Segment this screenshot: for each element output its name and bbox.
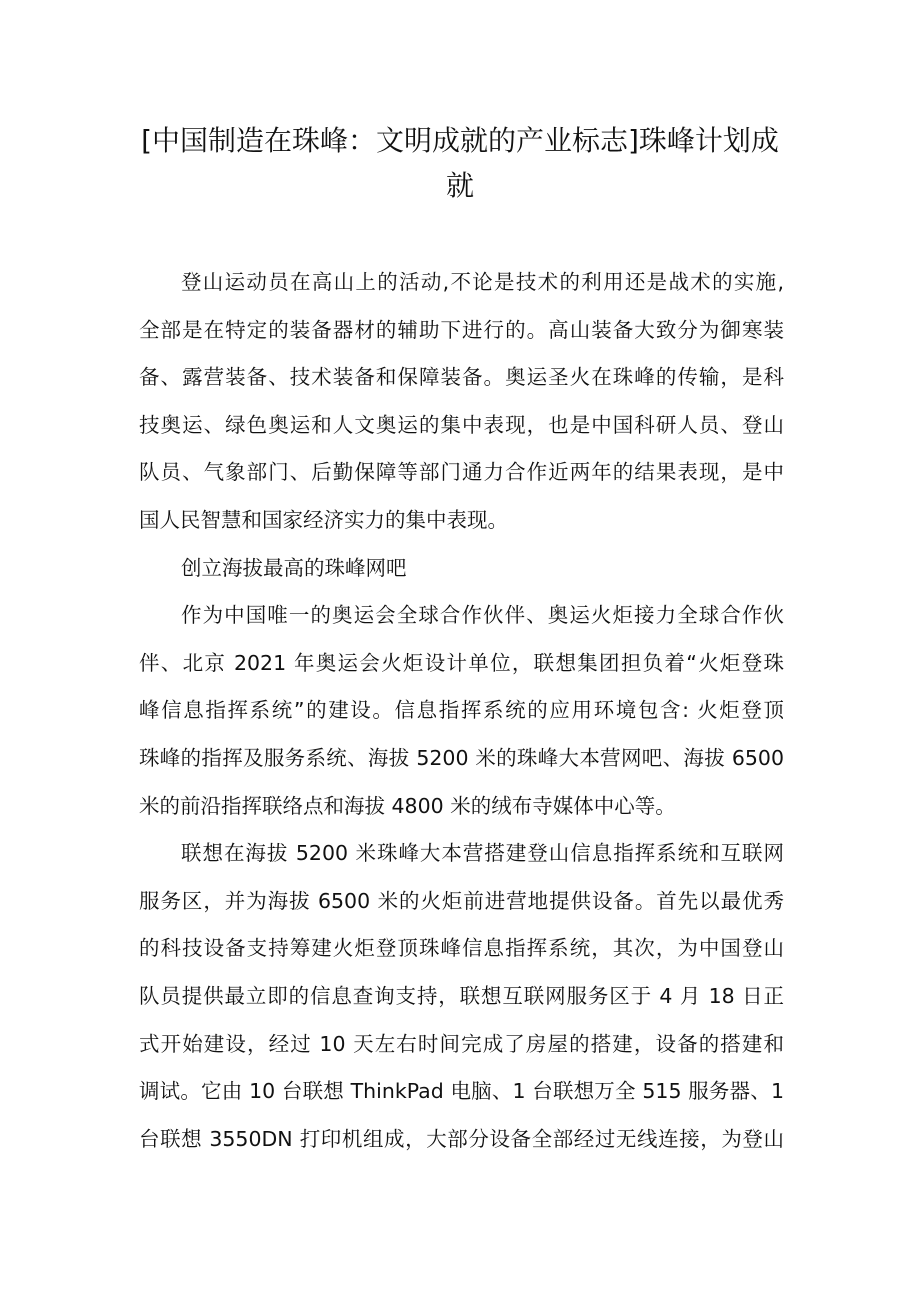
text-line: 队员、气象部门、后勤保障等部门通力合作近两年的结果表现，是中 [139,460,784,485]
paragraph [139,262,784,548]
title-line: [中国制造在珠峰：文明成就的产业标志]珠峰计划成 [141,124,779,157]
text-line: 登山运动员在高山上的活动,不论是技术的利用还是战术的实施, [181,270,784,294]
text-line: 式开始建设，经过 10 天左右时间完成了房屋的搭建，设备的搭建和 [139,1031,784,1056]
text-line: 队员提供最立即的信息查询支持，联想互联网服务区于 4 月 18 日正 [139,983,784,1008]
text-line: 服务区，并为海拔 6500 米的火炬前进营地提供设备。首先以最优秀 [139,888,784,913]
text-line: 国人民智慧和国家经济实力的集中表现。 [139,507,508,532]
text-line: 全部是在特定的装备器材的辅助下进行的。高山装备大致分为御寒装 [139,317,784,342]
paragraph [139,833,784,1166]
text-line: 作为中国唯一的奥运会全球合作伙伴、奥运火炬接力全球合作伙 [181,603,784,628]
text-line: 峰信息指挥系统”的建设。信息指挥系统的应用环境包含: 火炬登顶 [139,698,784,723]
text-line: 的科技设备支持筹建火炬登顶珠峰信息指挥系统，其次，为中国登山 [139,936,784,961]
text-line: 联想在海拔 5200 米珠峰大本营搭建登山信息指挥系统和互联网 [181,841,784,866]
text-line: 创立海拔最高的珠峰网吧 [181,555,407,580]
text-line: 调试。它由 10 台联想 ThinkPad 电脑、1 台联想万全 515 服务器、1 [139,1079,784,1104]
text-line: 米的前沿指挥联络点和海拔 4800 米的绒布寺媒体中心等。 [139,793,676,818]
title-line: 就 [445,169,474,202]
document-body [139,262,784,1166]
text-line: 伴、北京 2021 年奥运会火炬设计单位，联想集团担负着“火炬登珠 [139,650,784,675]
text-line: 备、露营装备、技术装备和保障装备。奥运圣火在珠峰的传输，是科 [139,365,784,390]
text-line: 台联想 3550DN 打印机组成，大部分设备全部经过无线连接，为登山 [139,1126,784,1151]
paragraph [139,595,784,833]
document-title [120,118,800,208]
text-line: 技奥运、绿色奥运和人文奥运的集中表现，也是中国科研人员、登山 [139,412,784,437]
section-heading [139,548,784,596]
text-line: 珠峰的指挥及服务系统、海拔 5200 米的珠峰大本营网吧、海拔 6500 [139,745,784,770]
